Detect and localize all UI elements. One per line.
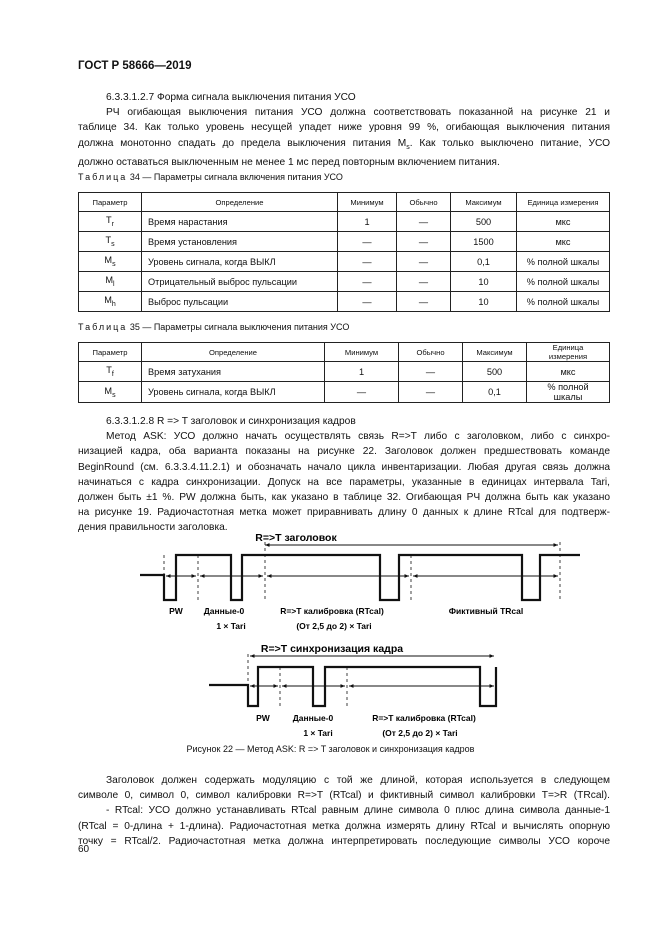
definition-cell: Время затухания — [142, 362, 325, 382]
definition-cell: Время нарастания — [142, 212, 338, 232]
data0-length-label: 1 × Tari — [303, 728, 333, 738]
definition-cell: Время установления — [142, 232, 338, 252]
figure-22-diagram — [0, 525, 661, 740]
minimum-cell: — — [338, 292, 397, 312]
paragraph-line: символе 0, символ 0, символ калибровки R=>T (RTcal) и фиктивный символ калибровки T=>R (TRcal). — [78, 790, 610, 802]
table-34 — [78, 192, 610, 312]
param-cell — [79, 292, 142, 312]
paragraph-line: должно оставаться выключенным не менее 1 мс перед повторным включением питания. — [78, 156, 500, 168]
param-symbol: M — [104, 255, 113, 266]
data0-label: Данные-0 — [203, 606, 245, 616]
section-heading: 6.3.3.1.2.8 R => T заголовок и синхронизация кадров — [106, 416, 356, 427]
paragraph-line: начинаться с кадра синхронизации. Допуск на все параметры, указанные в единицах интервала Tari, — [78, 476, 610, 488]
pw-label: PW — [256, 713, 270, 723]
table-35 — [78, 342, 610, 403]
caption-text: 34 — Параметры сигнала включения питания УСО — [129, 172, 343, 182]
column-header: Максимум — [463, 343, 527, 362]
param-cell — [79, 382, 142, 403]
paragraph-line: (RTcal = 0-длина + 1-длина). Радиочастотная метка должна измерять длину RTcal и вычислять опорную — [78, 820, 610, 832]
column-header: Обычно — [397, 193, 451, 212]
subscript: s — [406, 143, 410, 151]
unit-cell: % полной шкалы — [517, 252, 610, 272]
rtcal-label: R=>T калибровка (RTcal) — [372, 713, 476, 723]
table-header-row — [79, 343, 610, 362]
typical-cell: — — [397, 232, 451, 252]
rtcal-range-label: (От 2,5 до 2) × Tari — [382, 728, 458, 738]
definition-cell: Выброс пульсации — [142, 292, 338, 312]
minimum-cell: 1 — [325, 362, 399, 382]
data0-length-label: 1 × Tari — [216, 621, 246, 631]
minimum-cell: — — [338, 232, 397, 252]
table-34-caption — [78, 172, 343, 182]
paragraph-line: Заголовок должен содержать модуляцию с той же длиной, которая используется в следующем — [106, 775, 610, 786]
column-header: Минимум — [325, 343, 399, 362]
maximum-cell: 1500 — [451, 232, 517, 252]
section-heading: 6.3.3.1.2.7 Форма сигнала выключения питания УСО — [106, 92, 356, 103]
param-symbol: T — [106, 215, 112, 226]
data0-label: Данные-0 — [292, 713, 334, 723]
unit-cell: % полной шкалы — [527, 382, 610, 403]
definition-cell: Уровень сигнала, когда ВЫКЛ — [142, 252, 338, 272]
unit-cell: % полной шкалы — [517, 292, 610, 312]
section-rt-preamble — [78, 414, 610, 536]
unit-cell: мкс — [527, 362, 610, 382]
preamble-waveform — [140, 555, 580, 600]
document-header: ГОСТ Р 58666—2019 — [78, 60, 192, 72]
table-row — [79, 252, 610, 272]
paragraph-line: таблице 34. Как только уровень несущей упадет ниже уровня 99 %, огибающая выключения питания — [78, 122, 610, 134]
minimum-cell: — — [325, 382, 399, 403]
paragraph-line: точку = RTcal/2. Радиочастотная метка должна интерпретировать последующие символы УСО короче — [78, 835, 610, 847]
param-subscript: s — [112, 260, 116, 268]
bottom-guides — [248, 654, 496, 706]
param-cell — [79, 272, 142, 292]
table-row — [79, 382, 610, 403]
top-guides — [164, 542, 560, 600]
typical-cell: — — [397, 212, 451, 232]
table-row — [79, 232, 610, 252]
column-header: Единица измерения — [527, 343, 610, 362]
table-35-caption — [78, 322, 349, 332]
param-cell — [79, 252, 142, 272]
typical-cell: — — [399, 382, 463, 403]
page-number: 60 — [78, 844, 90, 855]
paragraph-line-part: . Как только выключено питание, УСО — [409, 137, 610, 149]
top-dimension-arrows — [166, 545, 558, 576]
frame-sync-title: R=>T синхронизация кадра — [260, 643, 404, 655]
caption-text: 35 — Параметры сигнала выключения питания УСО — [129, 322, 350, 332]
paragraph-line: РЧ огибающая выключения питания УСО должна соответствовать показанной на рисунке 21 и — [106, 107, 610, 119]
param-cell — [79, 362, 142, 382]
pw-label: PW — [169, 606, 183, 616]
column-header: Единица измерения — [517, 193, 610, 212]
column-header: Определение — [142, 343, 325, 362]
maximum-cell: 10 — [451, 272, 517, 292]
param-symbol: T — [105, 235, 112, 246]
column-header: Параметр — [79, 343, 142, 362]
minimum-cell: 1 — [338, 212, 397, 232]
paragraph-line: на рисунке 19. Радиочастотная метка может приравнивать длину 0 данных к длине RTcal для подтверж- — [78, 507, 610, 519]
table-row — [79, 212, 610, 232]
paragraph-line: дения правильности заголовка. — [78, 522, 228, 534]
unit-cell: % полной шкалы — [517, 272, 610, 292]
typical-cell: — — [399, 362, 463, 382]
table-header-row — [79, 193, 610, 212]
param-subscript: h — [111, 300, 116, 308]
paragraph-line: BeginRound (см. 6.3.3.4.11.2.1) и обозначать начало цикла инвентаризации. Любая другая связь должна — [78, 461, 610, 473]
unit-cell: мкс — [517, 212, 610, 232]
param-cell — [79, 232, 142, 252]
caption-prefix: Таблица — [78, 172, 128, 182]
param-symbol: M — [104, 295, 112, 306]
table-row — [79, 272, 610, 292]
param-subscript: r — [111, 220, 114, 228]
param-subscript: s — [111, 240, 115, 248]
unit-cell: мкс — [517, 232, 610, 252]
param-subscript: l — [113, 280, 115, 288]
paragraph-line: - RTcal: УСО должно устанавливать RTcal равным длине символа 0 плюс длина символа данные-1 — [106, 805, 610, 817]
rtcal-label: R=>T калибровка (RTcal) — [280, 606, 384, 616]
definition-cell: Уровень сигнала, когда ВЫКЛ — [142, 382, 325, 403]
param-subscript: f — [111, 370, 114, 378]
param-cell — [79, 212, 142, 232]
maximum-cell: 500 — [451, 212, 517, 232]
minimum-cell: — — [338, 252, 397, 272]
frame-sync-waveform — [209, 667, 496, 706]
param-subscript: s — [112, 391, 116, 399]
maximum-cell: 10 — [451, 292, 517, 312]
rtcal-range-label: (От 2,5 до 2) × Tari — [296, 621, 372, 631]
maximum-cell: 0,1 — [463, 382, 527, 403]
trcal-label: Фиктивный TRcal — [448, 606, 524, 616]
table-row — [79, 362, 610, 382]
param-symbol: T — [106, 365, 112, 376]
paragraph-line — [78, 136, 610, 155]
param-symbol: M — [104, 385, 113, 396]
typical-cell: — — [397, 252, 451, 272]
section-rtcal-description — [78, 773, 610, 849]
paragraph-line: низацией кадра, оба варианта показаны на рисунке 22. Заголовок должен предшествовать команде — [78, 446, 610, 458]
definition-cell: Отрицательный выброс пульсации — [142, 272, 338, 292]
figure-22-caption: Рисунок 22 — Метод ASK: R => T заголовок и синхронизация кадров — [186, 744, 475, 754]
preamble-title: R=>T заголовок — [255, 532, 337, 544]
column-header: Определение — [142, 193, 338, 212]
minimum-cell: — — [338, 272, 397, 292]
maximum-cell: 500 — [463, 362, 527, 382]
maximum-cell: 0,1 — [451, 252, 517, 272]
param-symbol: M — [105, 275, 114, 286]
section-power-off-waveform — [78, 90, 610, 170]
paragraph-line: должен быть ±1 %. PW должна быть, как указано в таблице 32. Огибающая РЧ должна быть как указано — [78, 492, 610, 504]
column-header: Параметр — [79, 193, 142, 212]
paragraph-line-part: должна монотонно спадать до предела выключения питания M — [78, 137, 407, 149]
bottom-dimension-arrows — [250, 656, 494, 686]
typical-cell: — — [397, 272, 451, 292]
caption-prefix: Таблица — [78, 322, 128, 332]
paragraph-line: Метод ASK: УСО должно начать осуществлять связь R=>T либо с заголовком, либо с синхро- — [106, 431, 610, 443]
table-row — [79, 292, 610, 312]
column-header: Обычно — [399, 343, 463, 362]
column-header: Максимум — [451, 193, 517, 212]
typical-cell: — — [397, 292, 451, 312]
column-header: Минимум — [338, 193, 397, 212]
